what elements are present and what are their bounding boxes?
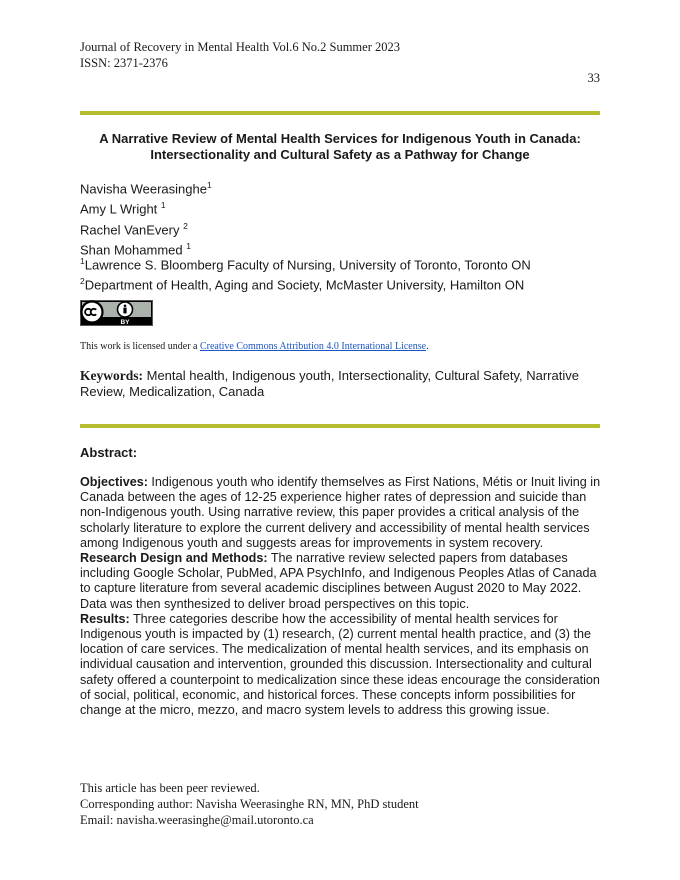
keywords-section	[80, 368, 600, 400]
affiliation-marker: 1	[186, 240, 191, 251]
affiliation-text: Lawrence S. Bloomberg Faculty of Nursing, University of Toronto, Toronto ON	[84, 257, 531, 273]
license-prefix: This work is licensed under a	[80, 341, 200, 352]
license-suffix: .	[426, 341, 429, 352]
abstract-body	[80, 475, 602, 718]
cc-by-badge-graphic	[80, 300, 153, 326]
methods-text: The narrative review selected papers from databases including Google Scholar, PubMed, APA PsychInfo, and Indigenous Peoples Atlas of Canada to capture literature from several academic disciplines between August 2020 to May 2022. Data was then synthesized to deliver broad perspectives on this topic.	[80, 551, 597, 611]
objectives-paragraph	[80, 475, 602, 551]
article-footer	[80, 780, 419, 828]
bottom-divider	[80, 424, 600, 428]
license-link[interactable]: Creative Commons Attribution 4.0 International License	[199, 341, 427, 352]
methods-paragraph	[80, 551, 602, 612]
page-number: 33	[587, 71, 600, 85]
article-title	[80, 131, 600, 163]
keywords-text: Mental health, Indigenous youth, Intersectionality, Cultural Safety, Narrative	[143, 368, 579, 383]
affiliation-item	[80, 253, 531, 273]
author-item	[80, 218, 212, 238]
author-name: Amy L Wright	[80, 201, 158, 217]
author-name: Navisha Weerasinghe	[80, 181, 207, 197]
contact-email: Email: navisha.weerasinghe@mail.utoronto.ca	[80, 813, 314, 827]
objectives-text: Indigenous youth who identify themselves as First Nations, Métis or Inuit living in Canada between the ages of 12-25 experience higher rates of depression and suicide than non-Indigenous youth. Using narrative review, this paper provides a critical analysis of the scholarly literature to explore the current delivery and accessibility of mental health services among Indigenous youth and suggests areas for improvements in system recovery.	[80, 475, 601, 550]
author-name: Rachel VanEvery	[80, 221, 180, 237]
journal-header	[80, 39, 400, 71]
results-text: Three categories describe how the accessibility of mental health services for Indigenous youth is impacted by (1) research, (2) current mental health practice, and (3) the location of care services. The medicalization of mental health services, and its emphasis on individual causation and intervention, grounded this discussion. Intersectionality and cultural safety offered a counterpoint to medicalization since these ideas encourage the consideration of social, political, economic, and historical forces. These concepts inform possibilities for change at the micro, mezzo, and macro system levels to address this growing issue.	[80, 611, 600, 718]
affiliation-item	[80, 273, 531, 293]
results-label: Results:	[80, 611, 130, 626]
affiliation-marker: 1	[206, 180, 212, 190]
affiliation-text: Department of Health, Aging and Society, McMaster University, Hamilton ON	[84, 277, 525, 293]
peer-review-note: This article has been peer reviewed.	[80, 781, 260, 795]
author-item	[80, 177, 212, 197]
author-name: Shan Mohammed	[80, 242, 183, 258]
author-item	[80, 197, 212, 217]
title-line-1: A Narrative Review of Mental Health Services for Indigenous Youth in Canada:	[99, 131, 581, 146]
issn: ISSN: 2371-2376	[80, 56, 168, 70]
cc-by-badge-icon[interactable]	[80, 300, 153, 326]
journal-name: Journal of Recovery in Mental Health Vol.6 No.2 Summer 2023	[80, 40, 400, 54]
author-list	[80, 177, 212, 258]
methods-label: Research Design and Methods:	[80, 551, 268, 566]
keywords-line-1	[80, 368, 600, 384]
cc-badge-text: BY	[120, 319, 130, 326]
keywords-line-2: Review, Medicalization, Canada	[80, 384, 265, 399]
title-line-2: Intersectionality and Cultural Safety as a Pathway for Change	[150, 147, 530, 162]
keywords-label: Keywords:	[80, 368, 143, 383]
results-paragraph	[80, 612, 602, 718]
top-divider	[80, 111, 600, 115]
license-statement	[80, 341, 429, 352]
affiliation-marker: 2	[80, 276, 85, 287]
objectives-label: Objectives:	[80, 475, 148, 489]
affiliation-marker: 2	[183, 220, 188, 231]
corresponding-author: Corresponding author: Navisha Weerasinghe RN, MN, PhD student	[80, 797, 419, 811]
affiliation-marker: 1	[160, 200, 166, 211]
abstract-heading: Abstract:	[80, 445, 138, 460]
affiliation-marker: 1	[80, 256, 85, 266]
affiliation-list	[80, 253, 531, 294]
